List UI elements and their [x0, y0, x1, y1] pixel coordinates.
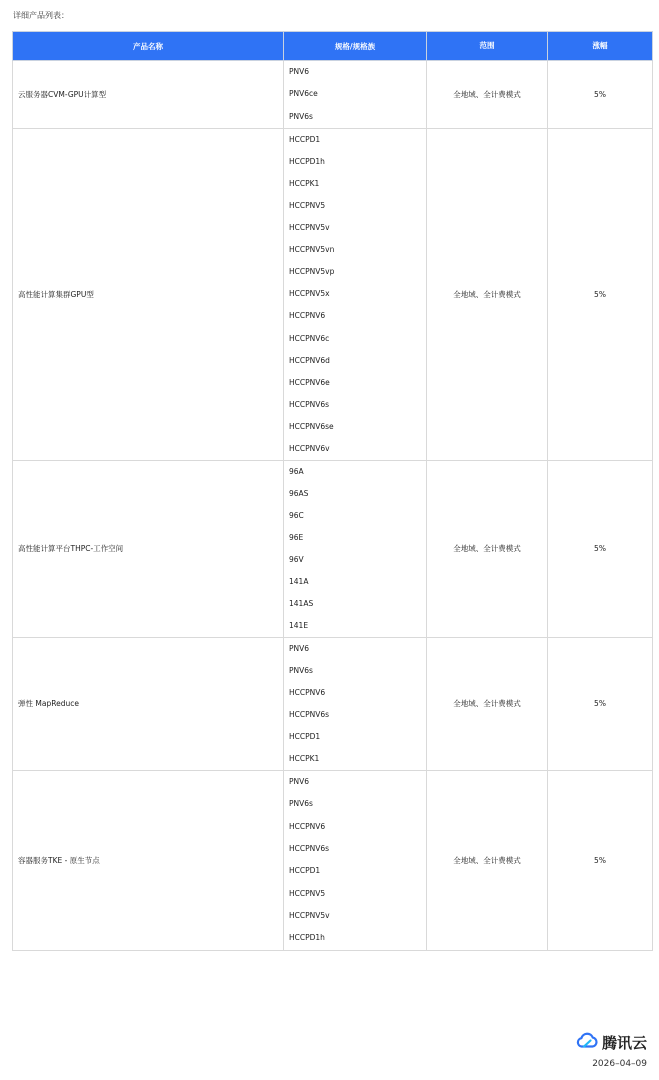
header-spec: 规格/规格族	[284, 32, 427, 61]
spec-item: HCCPD1	[289, 731, 321, 741]
spec-item: 96V	[289, 554, 304, 564]
brand-logo	[575, 1031, 647, 1053]
spec-item: PNV6	[289, 67, 310, 76]
spec-item: HCCPD1h	[289, 157, 325, 167]
product-table	[12, 31, 653, 951]
product-name-cell: 弹性 MapReduce	[13, 637, 284, 770]
spec-item: HCCPNV5	[289, 201, 326, 211]
table-body	[13, 61, 653, 951]
spec-item: HCCPD1h	[289, 933, 325, 943]
spec-item: HCCPNV6e	[289, 377, 330, 387]
table-row	[13, 61, 653, 129]
spec-item: HCCPK1	[289, 753, 320, 763]
footer	[575, 1031, 647, 1069]
spec-item: 96E	[289, 532, 304, 542]
product-name-cell: 高性能计算平台THPC-工作空间	[13, 460, 284, 637]
header-product-name: 产品名称	[13, 32, 284, 61]
spec-item: 96AS	[289, 488, 309, 498]
spec-item: HCCPNV5vp	[289, 267, 335, 277]
spec-item: HCCPD1	[289, 866, 321, 876]
spec-item: HCCPNV5x	[289, 289, 330, 299]
spec-item: PNV6ce	[289, 89, 318, 99]
spec-item: HCCPD1	[289, 134, 321, 144]
spec-item: 141E	[289, 620, 309, 630]
spec-item: 141AS	[289, 598, 314, 608]
header-rate: 涨幅	[548, 32, 653, 61]
spec-item: PNV6s	[289, 799, 313, 809]
spec-list-cell	[284, 460, 427, 637]
spec-item: HCCPNV6	[289, 311, 326, 321]
spec-list-cell	[284, 637, 427, 770]
spec-item: HCCPNV6d	[289, 355, 330, 365]
table-row	[13, 637, 653, 770]
product-name-cell: 云服务器CVM-GPU计算型	[13, 61, 284, 129]
spec-item: PNV6s	[289, 665, 313, 675]
spec-item: PNV6s	[289, 111, 313, 121]
document-date: 2026–04–09	[592, 1059, 647, 1069]
brand-name: 腾讯云	[601, 1033, 647, 1052]
spec-item: HCCPNV6	[289, 821, 326, 831]
spec-item: HCCPNV5	[289, 888, 326, 898]
intro-text: 详细产品列表：	[13, 11, 69, 20]
product-name-cell: 高性能计算集群GPU型	[13, 128, 284, 460]
table-header-row	[13, 32, 653, 61]
spec-item: HCCPK1	[289, 179, 320, 189]
spec-item: 96C	[289, 510, 304, 520]
product-name-cell: 容器服务TKE - 原生节点	[13, 770, 284, 950]
rate-cell: 5%	[548, 61, 653, 129]
spec-item: HCCPNV5v	[289, 910, 330, 920]
range-cell: 全地域、全计费模式	[427, 637, 548, 770]
cloud-logo-icon	[575, 1031, 599, 1053]
spec-item: 141A	[289, 576, 309, 586]
spec-item: HCCPNV5v	[289, 223, 330, 233]
spec-list-cell	[284, 128, 427, 460]
spec-item: HCCPNV6se	[289, 421, 334, 431]
spec-item: HCCPNV6s	[289, 709, 330, 719]
spec-list-cell	[284, 770, 427, 950]
rate-cell: 5%	[548, 770, 653, 950]
range-cell: 全地域、全计费模式	[427, 61, 548, 129]
rate-cell: 5%	[548, 128, 653, 460]
spec-item: HCCPNV6s	[289, 399, 330, 409]
spec-item: HCCPNV6c	[289, 333, 330, 343]
spec-item: HCCPNV6v	[289, 443, 330, 453]
spec-item: 96A	[289, 466, 304, 476]
spec-item: HCCPNV6s	[289, 843, 330, 853]
range-cell: 全地域、全计费模式	[427, 128, 548, 460]
spec-item: HCCPNV6	[289, 687, 326, 697]
range-cell: 全地域、全计费模式	[427, 460, 548, 637]
range-cell: 全地域、全计费模式	[427, 770, 548, 950]
table-row	[13, 128, 653, 460]
spec-list-cell	[284, 61, 427, 129]
spec-item: PNV6	[289, 776, 310, 786]
table-row	[13, 770, 653, 950]
rate-cell: 5%	[548, 460, 653, 637]
header-range: 范围	[427, 32, 548, 61]
rate-cell: 5%	[548, 637, 653, 770]
table-row	[13, 460, 653, 637]
spec-item: HCCPNV5vn	[289, 245, 335, 255]
spec-item: PNV6	[289, 643, 310, 653]
